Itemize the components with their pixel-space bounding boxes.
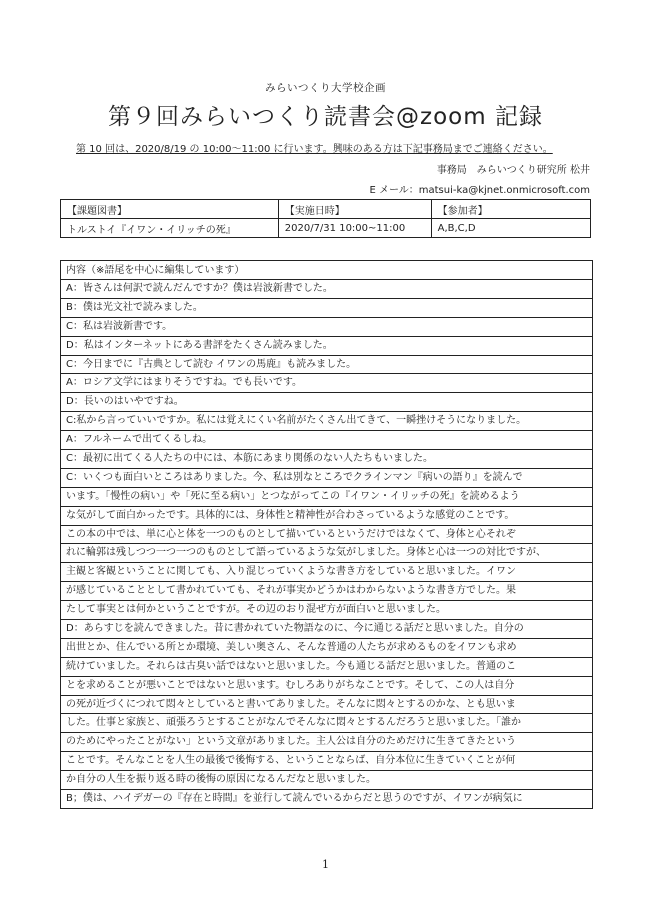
content-line: B；僕は、ハイデガーの『存在と時間』を並行して読んでいるからだと思うのですが、イワンが病気に [61,790,592,809]
value-participants: A,B,C,D [431,219,590,238]
content-line: います。「慢性の病い」や「死に至る病い」とつながってこの『イワン・イリッチの死』を読めるよう [61,488,592,507]
content-line: した。仕事と家族と、頑張ろうとすることがなんでそんなに悶々とするんだろうと思いました。「誰か [61,714,592,733]
value-datetime: 2020/7/31 10:00~11:00 [278,219,431,238]
header-datetime: 【実施日時】 [278,200,431,219]
page-number: 1 [322,858,329,871]
content-line: C:私から言っていいですか。私には覚えにくい名前がたくさん出てきて、一瞬挫けそうになりました。 [61,412,592,431]
page-title: 第９回みらいつくり読書会@zoom 記録 [108,104,543,130]
info-table [60,199,591,238]
value-book: トルストイ『イワン・イリッチの死』 [61,219,279,238]
event-subtitle: みらいつくり大学校企画 [265,82,386,94]
content-line: か自分の人生を振り返る時の後悔の原因になるんだなと思いました。 [61,771,592,790]
content-line: な気がして面白かったです。具体的には、身体性と精神性が合わさっているような感覚のことです。 [61,507,592,526]
header-book: 【課題図書】 [61,200,279,219]
content-line: C：私は岩波新書です。 [61,318,592,337]
content-line: A：フルネームで出てくるしね。 [61,431,592,450]
content-header: 内容（※語尾を中心に編集しています） [61,261,592,280]
content-line: D：長いのはいやですね。 [61,393,592,412]
content-line: この本の中では、単に心と体を一つのものとして描いているというだけではなくて、身体と心それぞ [61,526,592,545]
content-line: ことです。そんなことを人生の最後で後悔する、ということならば、自分本位に生きていくことが何 [61,752,592,771]
content-line: A：ロシア文学にはまりそうですね。でも長いです。 [61,374,592,393]
content-line: 出世とか、住んでいる所とか環境、美しい奥さん、そんな普通の人たちが求めるものをイワンも求め [61,639,592,658]
content-line: のためにやったことがない」という文章がありました。主人公は自分のためだけに生きてきたという [61,733,592,752]
content-line: C：今日までに『古典として読む イワンの馬鹿』も読みました。 [61,356,592,375]
content-line: A：皆さんは何訳で読んだんですか？僕は岩波新書でした。 [61,280,592,299]
content-line: D：私はインターネットにある書評をたくさん読みました。 [61,337,592,356]
content-line: たして事実とは何かということですが。その辺のおり混ぜ方が面白いと思いました。 [61,601,592,620]
next-session-notice: 第 10 回は、2020/8/19 の 10:00～11:00 に行います。興味のある方は下記事務局までご連絡ください。 [76,144,553,155]
header-participants: 【参加者】 [431,200,590,219]
office-contact: 事務局 みらいつくり研究所 松井 [436,165,590,176]
content-line: の死が近づくにつれて悶々としていると書いてありました。そんなに悶々とするのかな、とも思いま [61,696,592,715]
content-line: 主観と客観ということに関しても、入り混じっていくような書き方をしていると思いました。イワン [61,563,592,582]
content-line: B：僕は光文社で読みました。 [61,299,592,318]
content-line: C：いくつも面白いところはありました。今、私は別なところでクラインマン『病いの語り』を読んで [61,469,592,488]
info-table-value-row [61,219,591,238]
content-line: D：あらすじを読んできました。昔に書かれていた物語なのに、今に通じる話だと思いました。自分の [61,620,592,639]
info-table-header-row [61,200,591,219]
email-contact: E メール：matsui-ka@kjnet.onmicrosoft.com [369,185,590,196]
content-line: 続けていました。それらは古臭い話ではないと思いました。今も通じる話だと思いました。普通のこ [61,658,592,677]
content-line: とを求めることが悪いことではないと思います。むしろありがちなことです。そして、この人は自分 [61,677,592,696]
content-box [60,260,593,809]
content-line: が感じていることとして書かれていても、それが事実かどうかはわからないような書き方でした。果 [61,582,592,601]
content-line: C：最初に出てくる人たちの中には、本筋にあまり関係のない人たちもいました。 [61,450,592,469]
content-line: れに輪郭は残しつつ一つ一つのものとして語っているような気がしました。身体と心は一つの対比ですが、 [61,544,592,563]
